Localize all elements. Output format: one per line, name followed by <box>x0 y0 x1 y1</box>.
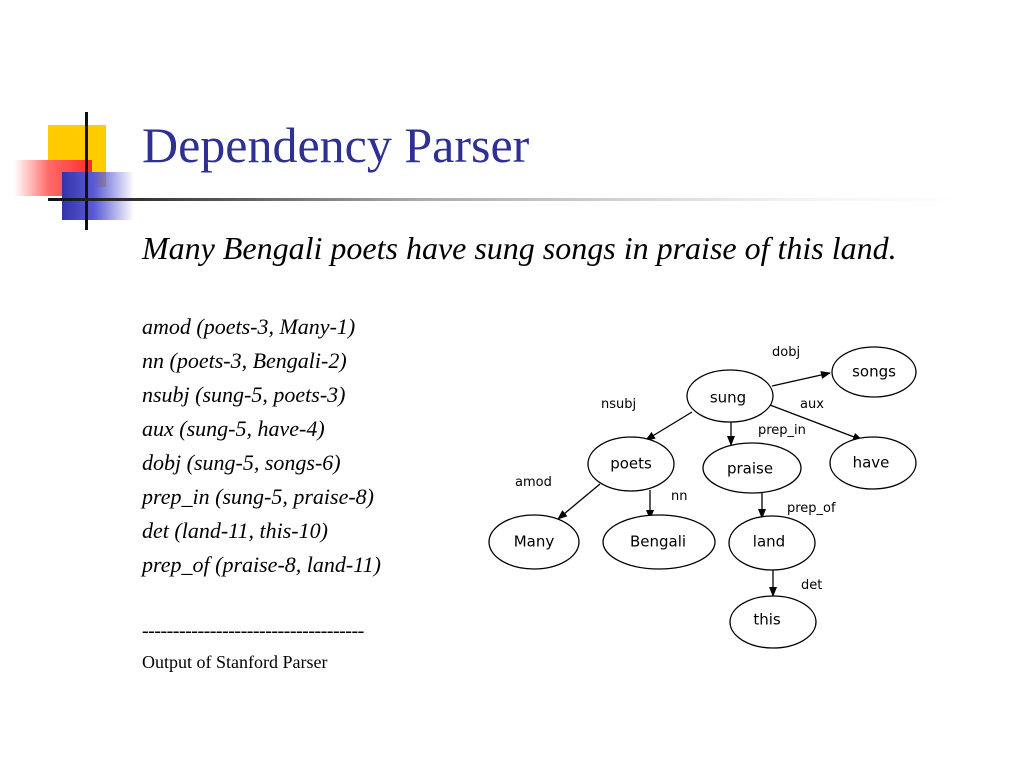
node-this <box>730 596 816 648</box>
node-label-praise: praise <box>726 459 774 478</box>
edge-label-det: det <box>801 578 823 593</box>
node-label-have: have <box>852 453 890 472</box>
edge-arrow-nsubj <box>646 412 692 440</box>
node-label-poets: poets <box>610 454 652 473</box>
dependency-item: dobj (sung-5, songs-6) <box>142 450 341 475</box>
separator-line: ------------------------------------ <box>142 620 364 642</box>
example-sentence: Many Bengali poets have sung songs in praise of this land. <box>142 230 897 266</box>
edge-arrow-dobj <box>772 373 830 386</box>
edge-label-dobj: dobj <box>772 345 801 360</box>
edge-label-prep-of: prep_of <box>787 501 836 516</box>
dependency-item: prep_in (sung-5, praise-8) <box>142 484 374 509</box>
node-label-sung: sung <box>709 388 747 407</box>
node-bengali <box>603 515 715 569</box>
node-label-this: this <box>753 610 781 629</box>
dependency-item: prep_of (praise-8, land-11) <box>142 552 381 577</box>
node-praise <box>703 443 801 493</box>
node-sung <box>687 370 773 422</box>
node-label-songs: songs <box>852 362 896 381</box>
edge-arrow-amod <box>558 484 600 519</box>
node-land <box>729 516 815 570</box>
node-label-many: Many <box>513 532 555 551</box>
node-have <box>830 437 916 489</box>
dependency-item: aux (sung-5, have-4) <box>142 416 325 441</box>
page-title: Dependency Parser <box>142 117 530 173</box>
node-many <box>489 515 579 569</box>
dependency-item: amod (poets-3, Many-1) <box>142 314 356 339</box>
edge-label-prep-in: prep_in <box>758 423 806 438</box>
edge-label-nsubj: nsubj <box>601 397 637 412</box>
node-label-land: land <box>752 532 786 551</box>
node-poets <box>588 437 674 491</box>
edge-label-nn: nn <box>671 489 688 504</box>
footnote: Output of Stanford Parser <box>142 652 328 672</box>
node-songs <box>832 347 916 397</box>
dependency-item: det (land-11, this-10) <box>142 518 328 543</box>
dependency-item: nsubj (sung-5, poets-3) <box>142 382 346 407</box>
edge-label-amod: amod <box>515 475 552 490</box>
edge-label-aux: aux <box>800 397 824 412</box>
dependency-item: nn (poets-3, Bengali-2) <box>142 348 347 373</box>
node-label-bengali: Bengali <box>629 532 687 551</box>
